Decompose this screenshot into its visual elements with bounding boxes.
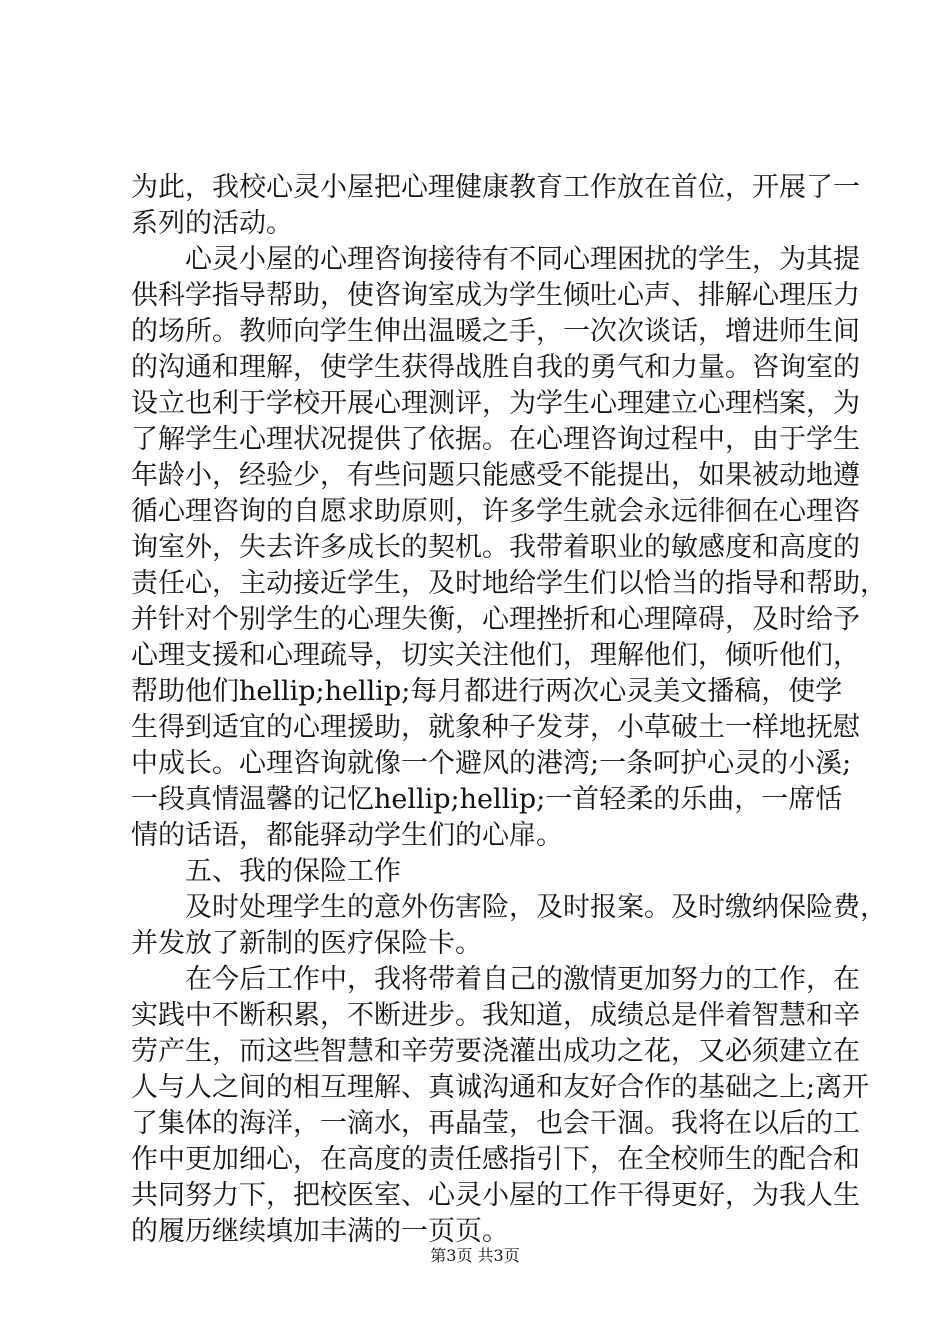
text-line: 年龄小，经验少，有些问题只能感受不能提出，如果被动地遵 (131, 460, 860, 491)
text-line: 系列的活动。 (131, 208, 293, 239)
document-body (131, 170, 887, 1250)
page-footer: 第3页 共3页 (430, 1246, 520, 1265)
text-line: 帮助他们hellip;hellip;每月都进行两次心灵美文播稿，使学 (131, 676, 843, 707)
text-line: 及时处理学生的意外伤害险，及时报案。及时缴纳保险费， (185, 892, 887, 923)
text-line: 人与人之间的相互理解、真诚沟通和友好合作的基础之上;离开 (131, 1072, 870, 1103)
text-line: 并针对个别学生的心理失衡，心理挫折和心理障碍，及时给予 (131, 604, 860, 635)
text-line: 并发放了新制的医疗保险卡。 (131, 928, 482, 959)
text-line: 作中更加细心，在高度的责任感指引下，在全校师生的配合和 (131, 1144, 860, 1175)
text-line: 在今后工作中，我将带着自己的激情更加努力的工作，在 (185, 964, 860, 995)
text-line: 心理支援和心理疏导，切实关注他们，理解他们，倾听他们， (131, 640, 860, 671)
text-line: 循心理咨询的自愿求助原则，许多学生就会永远徘徊在心理咨 (131, 496, 860, 527)
text-line: 中成长。心理咨询就像一个避风的港湾;一条呵护心灵的小溪; (131, 748, 852, 779)
text-line: 为此，我校心灵小屋把心理健康教育工作放在首位，开展了一 (131, 172, 860, 203)
text-line: 实践中不断积累，不断进步。我知道，成绩总是伴着智慧和辛 (131, 1000, 860, 1031)
text-line: 责任心，主动接近学生，及时地给学生们以恰当的指导和帮助， (131, 568, 887, 599)
text-line: 劳产生，而这些智慧和辛劳要浇灌出成功之花，又必须建立在 (131, 1036, 860, 1067)
text-line: 一段真情温馨的记忆hellip;hellip;一首轻柔的乐曲，一席恬 (131, 784, 843, 815)
text-line: 心灵小屋的心理咨询接待有不同心理困扰的学生，为其提 (185, 244, 860, 275)
text-line: 了解学生心理状况提供了依据。在心理咨询过程中，由于学生 (131, 424, 860, 455)
text-line: 供科学指导帮助，使咨询室成为学生倾吐心声、排解心理压力 (131, 280, 860, 311)
text-line: 设立也利于学校开展心理测评，为学生心理建立心理档案，为 (131, 388, 860, 419)
text-line: 的履历继续填加丰满的一页页。 (131, 1216, 509, 1247)
text-line: 的场所。教师向学生伸出温暖之手，一次次谈话，增进师生间 (131, 316, 860, 347)
text-line: 的沟通和理解，使学生获得战胜自我的勇气和力量。咨询室的 (131, 352, 860, 383)
text-line: 询室外，失去许多成长的契机。我带着职业的敏感度和高度的 (131, 532, 860, 563)
text-line: 情的话语，都能驿动学生们的心扉。 (131, 820, 563, 851)
text-line: 五、我的保险工作 (185, 856, 401, 887)
text-line: 了集体的海洋，一滴水，再晶莹，也会干涸。我将在以后的工 (131, 1108, 860, 1139)
text-line: 共同努力下，把校医室、心灵小屋的工作干得更好，为我人生 (131, 1180, 860, 1211)
text-line: 生得到适宜的心理援助，就象种子发芽，小草破土一样地抚慰 (131, 712, 860, 743)
